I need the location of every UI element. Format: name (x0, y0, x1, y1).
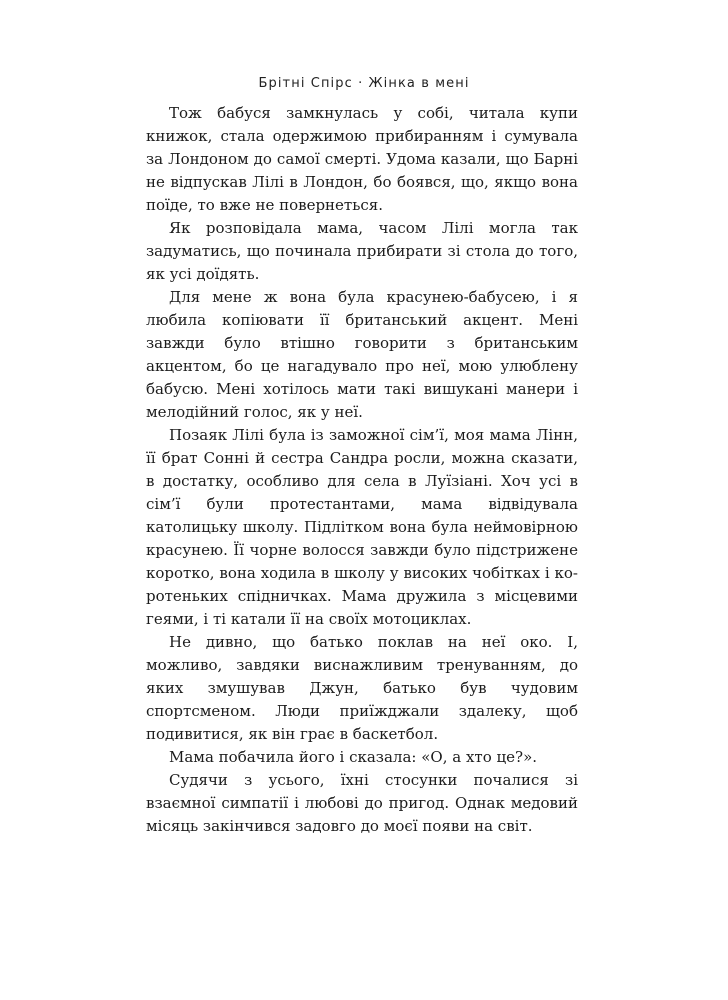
body-text (146, 102, 578, 838)
paragraph: Не дивно, що батько поклав на неї око. І, можливо, завдяки виснажливим тренуванням, до яких змушував Джун, батько був чудовим спортсменом. Люди приїжджали здалеку, щоб подивитися, як він грає в баскетбол. (146, 633, 578, 743)
paragraph: Для мене ж вона була красунею-бабусею, і я любила копіювати її британський акцент. Мені завжди було втішно говорити з британським акцентом, бо це нагадувало про неї, мою улюблену бабусю. Мені хотілось мати такі вишукані манери і мелодійний голос, як у неї. (146, 288, 578, 421)
paragraph: Як розповідала мама, часом Лілі могла так задуматись, що починала прибирати зі стола до того, як усі доїдять. (146, 219, 578, 283)
running-header: Брітні Спірс · Жінка в мені (258, 76, 470, 91)
paragraph: Позаяк Лілі була із заможної сім’ї, моя мама Лінн, її брат Сонні й сестра Сандра росли, можна сказати, в достатку, особливо для села в Луїзіані. Хоч усі в сім’ї були протестантами, мама відвідувала католицьку школу. Підлітком вона була неймовірною красунею. Її чорне волосся завжди було підстрижене коротко, вона ходила в школу у високих чобітках і коротеньких спідничках. Мама дружила з місцевими геями, і ті катали її на своїх мотоциклах. (146, 426, 578, 628)
paragraph: Мама побачила його і сказала: «О, а хто це?». (169, 748, 538, 766)
paragraph: Тож бабуся замкнулась у собі, читала купи книжок, стала одержимою прибиранням і сумувала за Лондоном до самої смерті. Удома казали, що Барні не відпускав Лілі в Лондон, бо боявся, що, якщо вона поїде, то вже не повернеться. (146, 104, 578, 214)
paragraph: Судячи з усього, їхні стосунки почалися зі взаємної симпатії і любові до пригод. Однак медовий місяць закінчився задовго до моєї появи на світ. (146, 771, 578, 835)
